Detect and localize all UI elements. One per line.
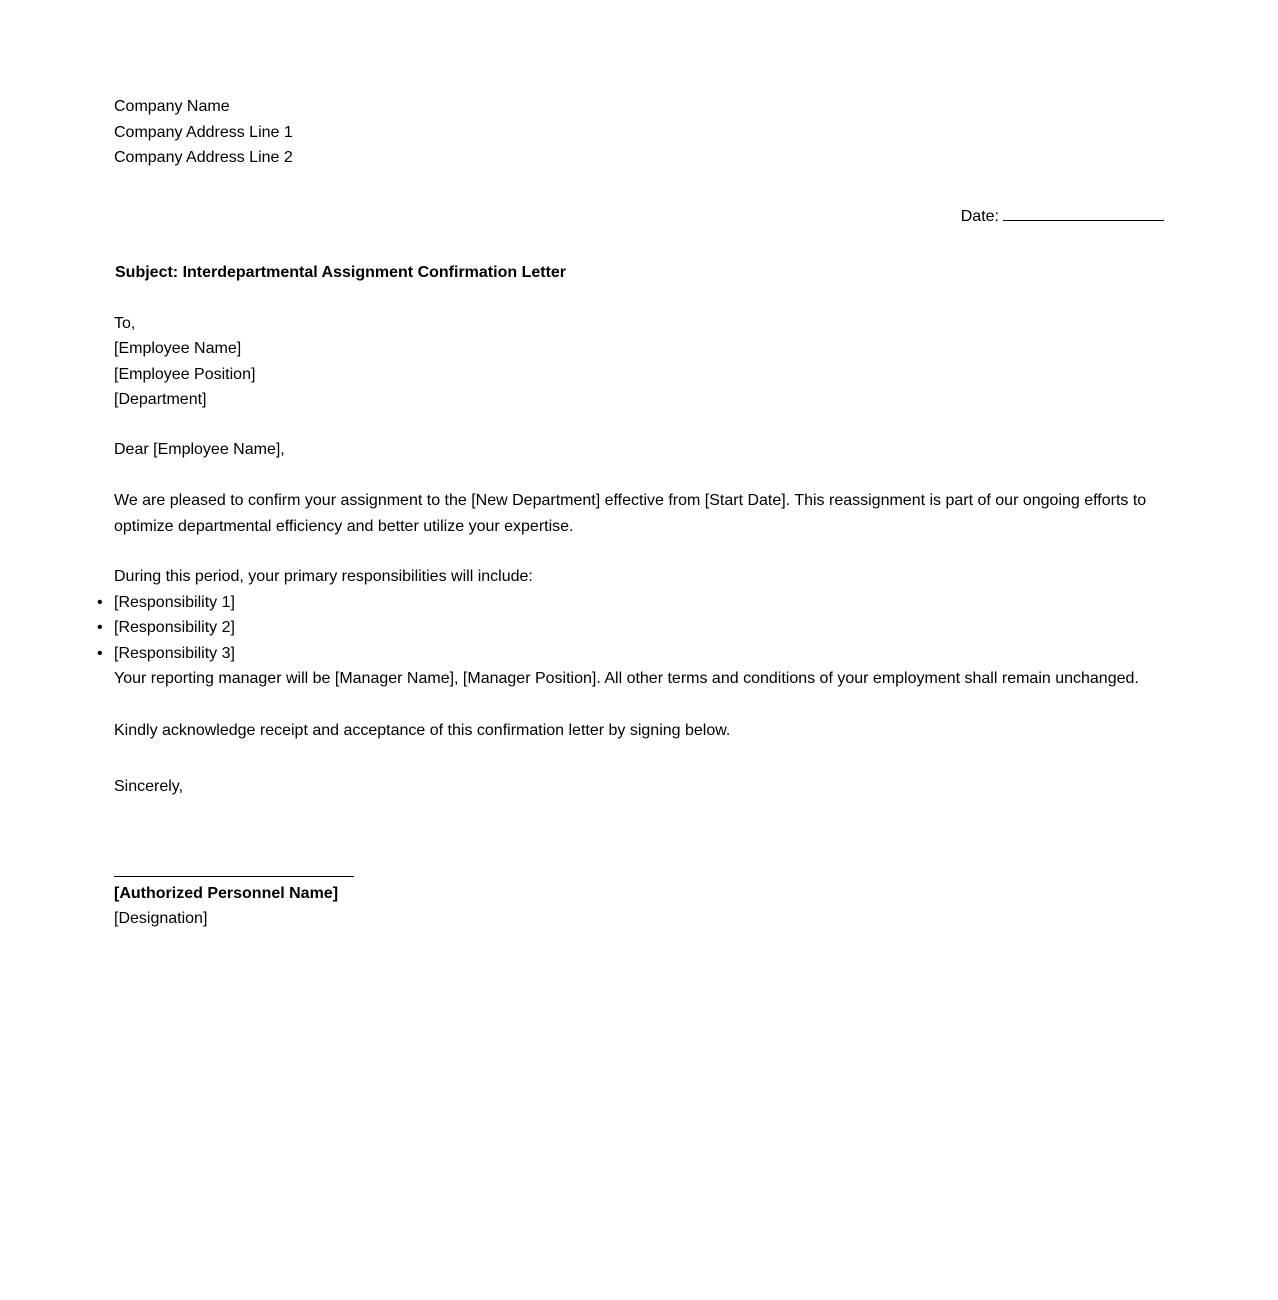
signature-line bbox=[114, 876, 354, 877]
responsibilities-intro: During this period, your primary responsibilities will include: bbox=[114, 568, 533, 585]
bullet-icon: • bbox=[97, 619, 103, 636]
closing: Sincerely, bbox=[114, 778, 184, 795]
date-blank-field bbox=[1003, 206, 1164, 221]
recipient-department: [Department] bbox=[114, 391, 207, 408]
company-address-line-2: Company Address Line 2 bbox=[114, 149, 293, 166]
recipient-name: [Employee Name] bbox=[114, 340, 242, 357]
list-item bbox=[97, 590, 1164, 616]
responsibilities-list bbox=[97, 590, 1164, 667]
list-item bbox=[97, 641, 1164, 667]
recipient-block bbox=[114, 311, 1164, 413]
body-paragraph-1: We are pleased to confirm your assignment to the [New Department] effective from [Start Date]. This reassignment is part of our ongoing efforts to optimize departmental efficiency and better utilize your expertise. bbox=[114, 492, 1147, 535]
acknowledgement-paragraph: Kindly acknowledge receipt and acceptance of this confirmation letter by signing below. bbox=[114, 721, 731, 739]
date-row bbox=[114, 204, 1164, 230]
date-label: Date: bbox=[960, 207, 999, 225]
bullet-icon: • bbox=[97, 644, 103, 662]
responsibility-text: [Responsibility 2] bbox=[114, 619, 235, 636]
recipient-position: [Employee Position] bbox=[114, 365, 256, 383]
list-item bbox=[97, 615, 1164, 641]
manager-paragraph: Your reporting manager will be [Manager Name], [Manager Position]. All other terms and conditions of your employment shall remain unchanged. bbox=[114, 670, 1139, 687]
responsibility-text: [Responsibility 1] bbox=[114, 593, 235, 611]
signatory-name: [Authorized Personnel Name] bbox=[114, 884, 339, 902]
letter-page bbox=[97, 94, 1164, 932]
company-name: Company Name bbox=[114, 98, 230, 115]
responsibility-text: [Responsibility 3] bbox=[114, 644, 235, 662]
bullet-icon: • bbox=[97, 593, 103, 611]
signatory-designation: [Designation] bbox=[114, 910, 208, 927]
letterhead bbox=[114, 94, 1164, 171]
salutation: Dear [Employee Name], bbox=[114, 440, 285, 458]
subject-line: Subject: Interdepartmental Assignment Confirmation Letter bbox=[115, 264, 567, 281]
to-label: To, bbox=[114, 314, 136, 332]
company-address-line-1: Company Address Line 1 bbox=[114, 123, 293, 141]
